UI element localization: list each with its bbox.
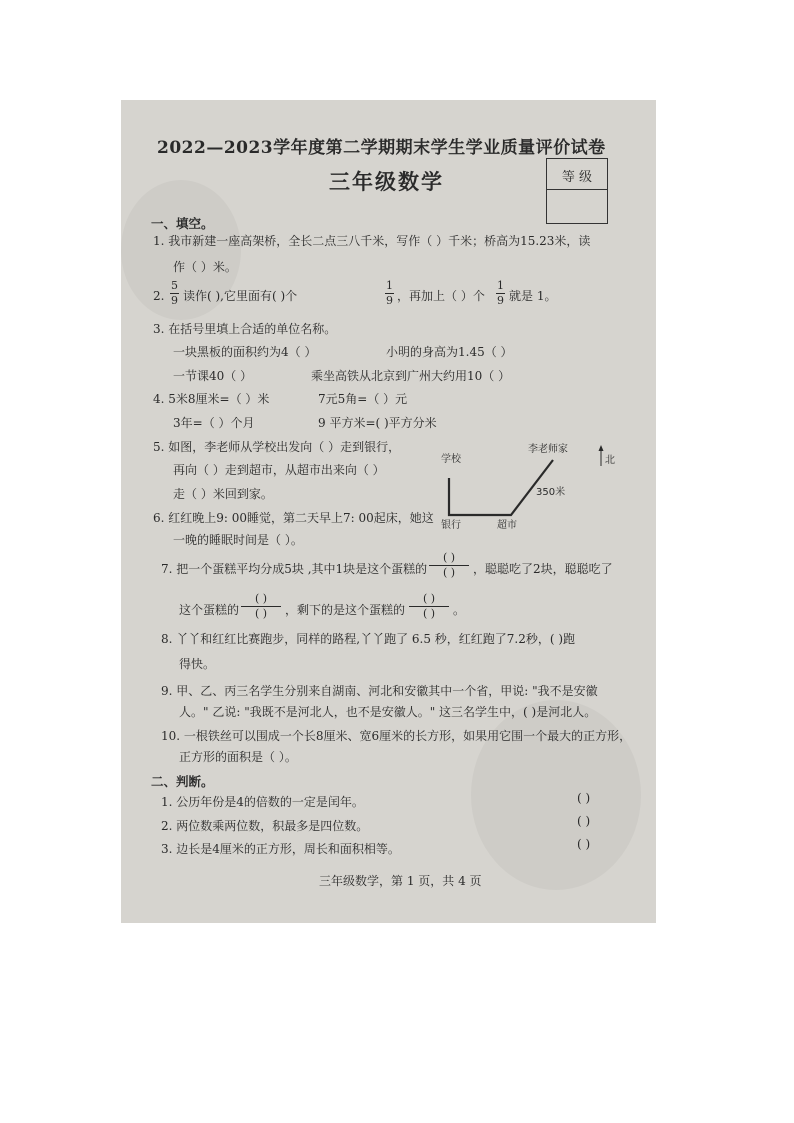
route-map bbox=[431, 440, 631, 540]
q9-line1: 9. 甲、乙、丙三名学生分别来自湖南、河北和安徽其中一个省，甲说: "我不是安徽 bbox=[161, 684, 598, 698]
fraction-one-ninth bbox=[385, 280, 394, 307]
q5-line3: 走（ ）米回到家。 bbox=[173, 487, 273, 501]
q4-item-c: 3年=（ ）个月 bbox=[173, 416, 255, 430]
q7-text-d: ，剩下的是这个蛋糕的 bbox=[285, 603, 406, 617]
map-label-distance: 350米 bbox=[536, 487, 566, 498]
map-label-home: 李老师家 bbox=[528, 444, 568, 455]
q3-intro: 3. 在括号里填上合适的单位名称。 bbox=[153, 322, 337, 336]
q4-item-a: 4. 5米8厘米=（ ）米 bbox=[153, 392, 270, 406]
q3-item-a: 一块黑板的面积约为4（ ） bbox=[173, 345, 317, 359]
fraction-denominator: 9 bbox=[497, 294, 504, 307]
q6-line2: 一晚的睡眠时间是（ ）。 bbox=[173, 533, 303, 547]
q4-item-d: 9 平方米=( )平方分米 bbox=[318, 416, 437, 430]
q10-line2: 正方形的面积是（ ）。 bbox=[179, 750, 297, 764]
q2-text-b: ，再加上（ ）个 bbox=[397, 289, 485, 303]
q2-text-c: 就是 1。 bbox=[509, 289, 557, 303]
fraction-five-ninths bbox=[170, 280, 179, 307]
subject-title: 三年级数学 bbox=[329, 169, 444, 194]
q7-text-b: ，聪聪吃了2块，聪聪吃了 bbox=[473, 562, 613, 576]
judge-answer-1: ( ) bbox=[577, 791, 591, 805]
section-fill-heading: 一、填空。 bbox=[151, 216, 214, 231]
fraction-numerator-blank: ( ) bbox=[442, 551, 456, 564]
q4-item-b: 7元5角=（ ）元 bbox=[318, 392, 408, 406]
q5-line1: 5. 如图，李老师从学校出发向（ ）走到银行， bbox=[153, 440, 401, 454]
grade-box bbox=[546, 158, 608, 224]
fraction-denominator-blank: ( ) bbox=[442, 566, 456, 579]
q5-line2: 再向（ ）走到超市，从超市出来向（ ） bbox=[173, 463, 385, 477]
q6-line1: 6. 红红晚上9: 00睡觉，第二天早上7: 00起床，她这 bbox=[153, 511, 434, 525]
q1-line2: 作（ ）米。 bbox=[173, 260, 237, 274]
fraction-blank bbox=[409, 593, 449, 620]
north-arrow-head bbox=[599, 445, 604, 451]
north-label: 北 bbox=[605, 455, 615, 466]
exam-title: 2022—2023学年度第二学期期末学生学业质量评价试卷 bbox=[157, 138, 606, 158]
judge-item-1: 1. 公历年份是4的倍数的一定是闰年。 bbox=[161, 795, 364, 809]
fraction-denominator: 9 bbox=[171, 294, 178, 307]
fraction-numerator-blank: ( ) bbox=[254, 592, 268, 605]
map-label-bank: 银行 bbox=[441, 520, 461, 531]
exam-paper bbox=[121, 100, 656, 923]
fraction-denominator-blank: ( ) bbox=[254, 607, 268, 620]
judge-item-3: 3. 边长是4厘米的正方形，周长和面积相等。 bbox=[161, 842, 400, 856]
q2-number: 2. bbox=[153, 289, 165, 303]
map-label-market: 超市 bbox=[497, 520, 517, 531]
q8-line1: 8. 丫丫和红红比赛跑步，同样的路程,丫丫跑了 6.5 秒，红红跑了7.2秒，( )跑 bbox=[161, 632, 576, 646]
judge-answer-2: ( ) bbox=[577, 814, 591, 828]
grade-box-divider bbox=[547, 189, 607, 190]
fraction-numerator: 1 bbox=[386, 279, 393, 292]
fraction-blank bbox=[429, 552, 469, 579]
section-judge-heading: 二、判断。 bbox=[151, 774, 214, 789]
judge-item-2: 2. 两位数乘两位数，积最多是四位数。 bbox=[161, 819, 369, 833]
q7-text-a: 7. 把一个蛋糕平均分成5块 ,其中1块是这个蛋糕的 bbox=[161, 562, 428, 576]
fraction-denominator-blank: ( ) bbox=[422, 607, 436, 620]
fraction-numerator: 5 bbox=[171, 279, 178, 292]
q3-item-d: 乘坐高铁从北京到广州大约用10（ ） bbox=[311, 369, 511, 383]
q3-item-b: 小明的身高为1.45（ ） bbox=[386, 345, 513, 359]
q9-line2: 人。" 乙说: "我既不是河北人，也不是安徽人。" 这三名学生中，( )是河北人。 bbox=[179, 705, 597, 719]
q10-line1: 10. 一根铁丝可以围成一个长8厘米、宽6厘米的长方形，如果用它围一个最大的正方形， bbox=[161, 729, 632, 743]
fraction-one-ninth bbox=[496, 280, 505, 307]
q1-line1: 1. 我市新建一座高架桥，全长二点三八千米，写作（ ）千米；桥高为15.23米，读 bbox=[153, 234, 591, 248]
page-footer: 三年级数学，第 1 页，共 4 页 bbox=[319, 874, 482, 888]
q3-item-c: 一节课40（ ） bbox=[173, 369, 253, 383]
judge-answer-3: ( ) bbox=[577, 837, 591, 851]
q7-text-c: 这个蛋糕的 bbox=[179, 603, 240, 617]
q8-line2: 得快。 bbox=[179, 657, 216, 671]
fraction-numerator-blank: ( ) bbox=[422, 592, 436, 605]
fraction-numerator: 1 bbox=[497, 279, 504, 292]
q7-text-e: 。 bbox=[453, 603, 466, 617]
fraction-denominator: 9 bbox=[386, 294, 393, 307]
fraction-blank bbox=[241, 593, 281, 620]
q2-text-a: 读作( ),它里面有( )个 bbox=[183, 289, 298, 303]
grade-label: 等 级 bbox=[561, 170, 593, 185]
map-label-school: 学校 bbox=[441, 454, 461, 465]
